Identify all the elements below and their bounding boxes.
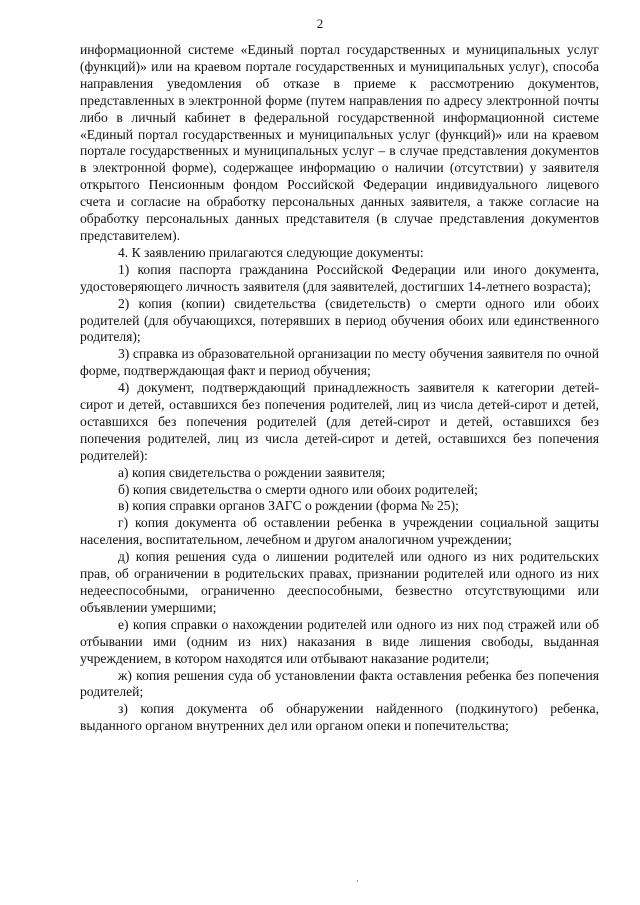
sub-item-z: з) копия документа об обнаружении найденного (подкинутого) ребенка, выданного органом внутренних дел или органом опеки и попечительства; [80, 701, 599, 734]
list-item-3: 3) справка из образовательной организации по месту обучения заявителя по очной форме, подтверждающая факт и период обучения; [80, 346, 599, 379]
sub-item-b: б) копия свидетельства о смерти одного или обоих родителей; [118, 481, 478, 497]
sub-item-d: д) копия решения суда о лишении родителей или одного из них родительских прав, об ограничении в родительских правах, признании родителей или одного из них недееспособными, ограниченно дееспособными, безвестно отсутствующими или объявлении умершими; [80, 549, 599, 615]
sub-item-v: в) копия справки органов ЗАГС о рождении (форма № 25); [118, 498, 459, 514]
document-body [80, 42, 599, 735]
list-item-1: 1) копия паспорта гражданина Российской Федерации или иного документа, удостоверяющего личность заявителя (для заявителей, достигших 14-летнего возраста); [80, 261, 599, 294]
sub-item-a: а) копия свидетельства о рождении заявителя; [118, 464, 386, 480]
page-number: 2 [316, 16, 324, 31]
sub-item-e: е) копия справки о нахождении родителей или одного из них под стражей или об отбывании ими (одним из них) наказания в виде лишения свободы, выданная учреждением, в котором находятся или отбывают наказание родители; [80, 616, 599, 666]
list-item-2: 2) копия (копии) свидетельства (свидетельств) о смерти одного или обоих родителей (для обучающихся, потерявших в период обучения обоих или единственного родителя); [80, 295, 599, 345]
sub-item-g: г) копия документа об оставлении ребенка в учреждении социальной защиты населения, воспитательном, лечебном и другом аналогичном учреждении; [80, 515, 599, 548]
paragraph-item-4: 4. К заявлению прилагаются следующие документы: [118, 244, 424, 260]
paragraph-continuation: информационной системе «Единый портал государственных и муниципальных услуг (функций)» или на краевом портале государственных и муниципальных услуг), способа направления уведомления об отказе в приеме к рассмотрению документов, представленных в электронной форме (путем направления по адресу электронной почты либо в личный кабинет в федеральной государственной информационной системе «Единый портал государственных и муниципальных услуг (функций)» или на краевом портале государственных и муниципальных услуг – в случае представления документов в электронной форме), содержащее информацию о наличии (отсутствии) у заявителя открытого Пенсионным фондом Российской Федерации индивидуального лицевого счета и согласие на обработку персональных данных заявителя, а также согласие на обработку персональных данных представителя (в случае представления документов представителем). [80, 42, 599, 243]
sub-item-zh: ж) копия решения суда об установлении факта оставления ребенка без попечения родителей; [80, 667, 599, 700]
scan-artifact [357, 880, 358, 882]
list-item-4: 4) документ, подтверждающий принадлежность заявителя к категории детей-сирот и детей, оставшихся без попечения родителей, лиц из числа детей-сирот и детей, оставшихся без попечения родителей (для детей-сирот и детей, оставшихся без попечения родителей, лиц из числа детей-сирот и детей, оставшихся без попечения родителей): [80, 380, 599, 463]
